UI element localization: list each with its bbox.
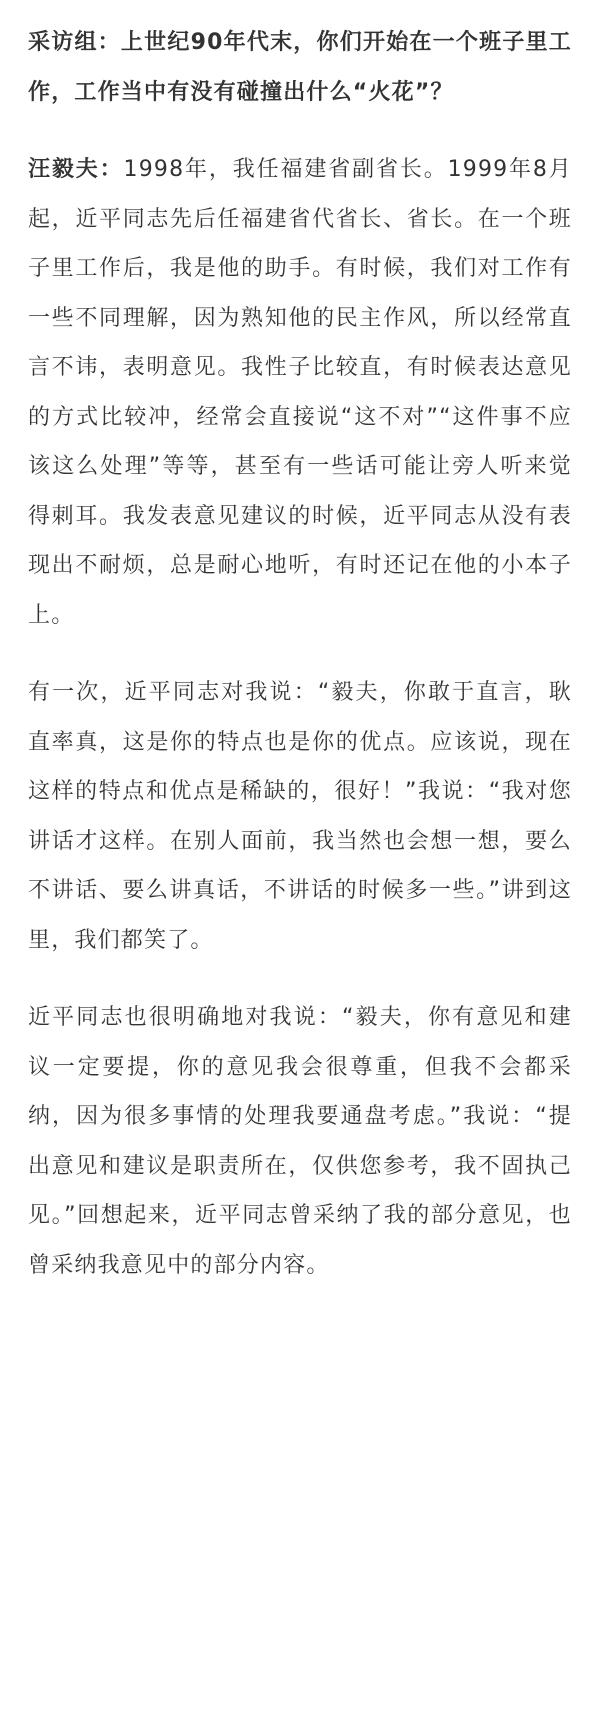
answer-speaker: 汪毅夫：	[28, 157, 124, 182]
question-text: 上世纪90年代末，你们开始在一个班子里工作，工作当中有没有碰撞出什么“火花”？	[28, 30, 572, 105]
interview-question	[28, 18, 572, 117]
paragraph: 有一次，近平同志对我说：“毅夫，你敢于直言，耿直率真，这是你的特点也是你的优点。应该说，现在这样的特点和优点是稀缺的，很好！”我说：“我对您讲话才这样。在别人面前，我当然也会想一想，要么不讲话、要么讲真话，不讲话的时候多一些。”讲到这里，我们都笑了。	[28, 680, 572, 953]
interview-answer	[28, 145, 572, 640]
question-speaker: 采访组：	[28, 30, 121, 55]
answer-text: 1998年，我任福建省副省长。1999年8月起，近平同志先后任福建省代省长、省长。在一个班子里工作后，我是他的助手。有时候，我们对工作有一些不同理解，因为熟知他的民主作风，所以经常直言不讳，表明意见。我性子比较直，有时候表达意见的方式比较冲，经常会直接说“这不对”“这件事不应该这么处理”等等，甚至有一些话可能让旁人听来觉得刺耳。我发表意见建议的时候，近平同志从没有表现出不耐烦，总是耐心地听，有时还记在他的小本子上。	[28, 157, 572, 628]
paragraph: 近平同志也很明确地对我说：“毅夫，你有意见和建议一定要提，你的意见我会很尊重，但我不会都采纳，因为很多事情的处理我要通盘考虑。”我说：“提出意见和建议是职责所在，仅供您参考，我不固执己见。”回想起来，近平同志曾采纳了我的部分意见，也曾采纳我意见中的部分内容。	[28, 1005, 572, 1278]
